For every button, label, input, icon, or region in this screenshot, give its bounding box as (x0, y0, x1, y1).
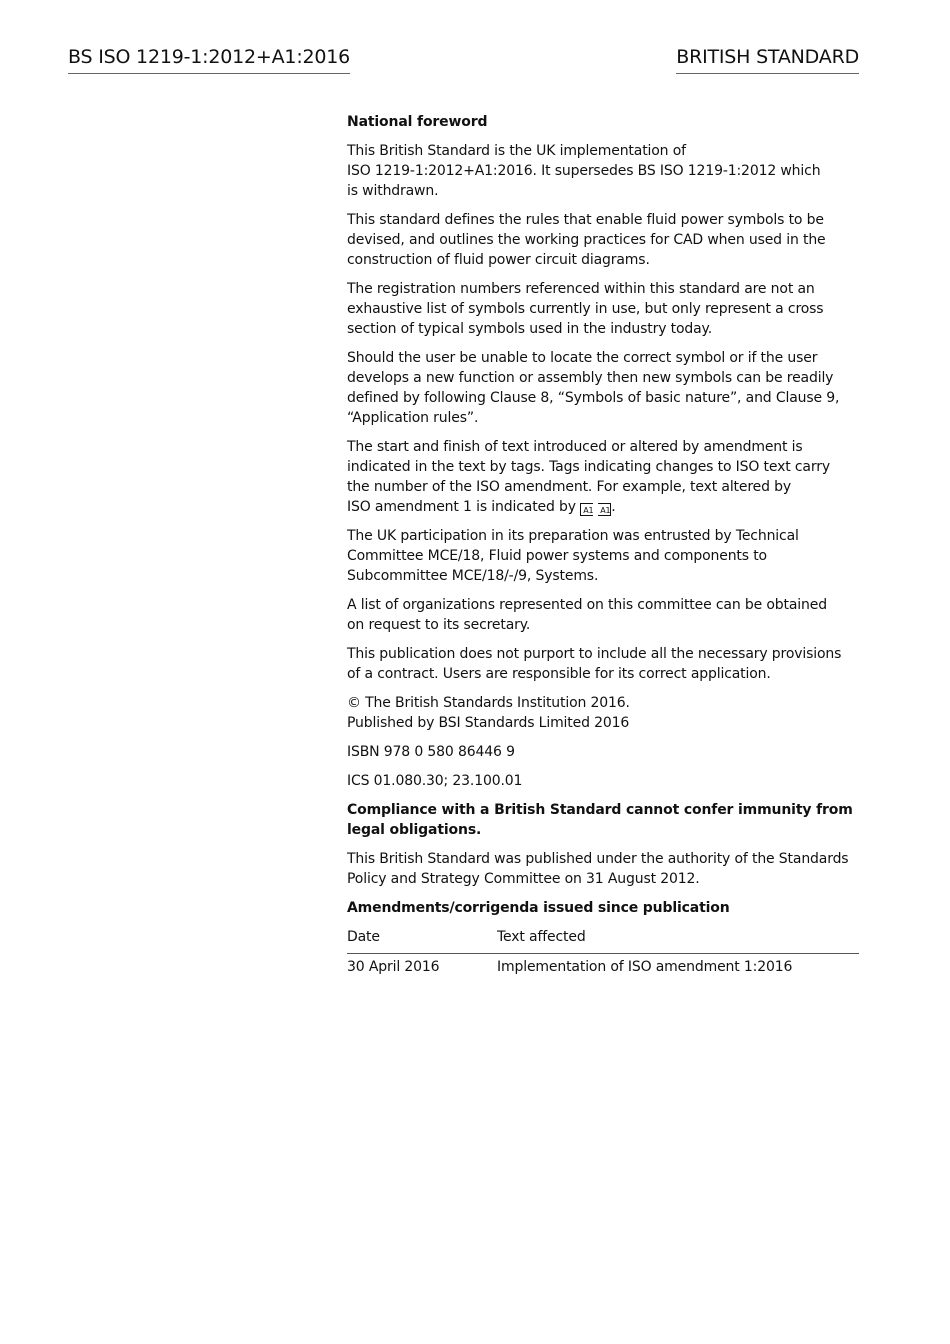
amendment-tag-close-icon: A1 (598, 503, 611, 516)
paragraph-implementation: This British Standard is the UK implementation of ISO 1219-1:2012+A1:2016. It supersedes BS ISO 1219-1:2012 which is withdrawn. (347, 143, 821, 199)
document-id: BS ISO 1219-1:2012+A1:2016 (68, 45, 350, 74)
publication-authority: This British Standard was published under the authority of the Standards Policy and Strategy Committee on 31 August 2012. (347, 851, 849, 887)
paragraph-registration: The registration numbers referenced within this standard are not an exhaustive list of symbols currently in use, but only represent a cross section of typical symbols used in the industry today. (347, 281, 824, 337)
column-header-date: Date (347, 927, 497, 954)
standard-label: BRITISH STANDARD (676, 45, 859, 74)
isbn: ISBN 978 0 580 86446 9 (347, 744, 515, 760)
copyright-notice: © The British Standards Institution 2016. Published by BSI Standards Limited 2016 (347, 695, 630, 731)
paragraph-amendment-tags: The start and finish of text introduced or altered by amendment is indicated in the text by tags. Tags indicating changes to ISO text carry the number of the ISO amendment. For example, text altered by ISO amendment 1 is indicated by A1 A1. (347, 439, 830, 515)
amendments-title: Amendments/corrigenda issued since publication (347, 900, 730, 916)
paragraph-scope: This standard defines the rules that enable fluid power symbols to be devised, and outlines the working practices for CAD when used in the construction of fluid power circuit diagrams. (347, 212, 826, 268)
amendment-tag-open-icon: A1 (580, 503, 593, 516)
paragraph-participation: The UK participation in its preparation was entrusted by Technical Committee MCE/18, Fluid power systems and components to Subcommittee MCE/18/-/9, Systems. (347, 528, 799, 584)
column-header-text-affected: Text affected (497, 927, 859, 954)
national-foreword (347, 112, 859, 977)
foreword-title: National foreword (347, 114, 488, 130)
table-row (347, 954, 859, 978)
table-header-row (347, 927, 859, 954)
compliance-notice: Compliance with a British Standard cannot confer immunity from legal obligations. (347, 802, 853, 838)
amendment-date: 30 April 2016 (347, 959, 440, 975)
ics: ICS 01.080.30; 23.100.01 (347, 773, 523, 789)
amendment-text: Implementation of ISO amendment 1:2016 (497, 959, 793, 975)
paragraph-new-symbols: Should the user be unable to locate the correct symbol or if the user develops a new function or assembly then new symbols can be readily defined by following Clause 8, “Symbols of basic nature”, and Clause 9, “Application rules”. (347, 350, 840, 426)
amendments-table (347, 927, 859, 977)
paragraph-organizations: A list of organizations represented on this committee can be obtained on request to its secretary. (347, 597, 827, 633)
paragraph-provisions: This publication does not purport to include all the necessary provisions of a contract. Users are responsible for its correct application. (347, 646, 842, 682)
